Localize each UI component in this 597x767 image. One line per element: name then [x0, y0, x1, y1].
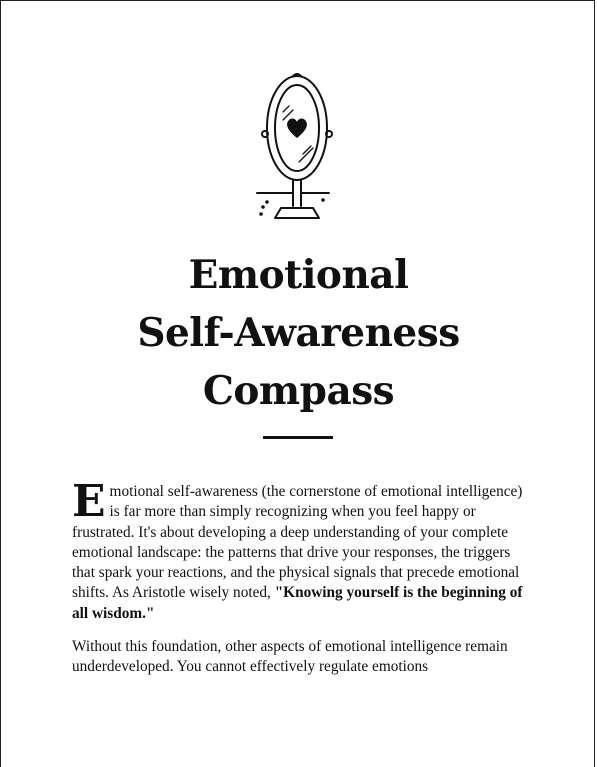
title-line-2: Self-Awareness [137, 310, 460, 356]
body-text [72, 476, 532, 678]
mirror-heart-icon [253, 72, 333, 232]
paragraph-1 [72, 476, 532, 624]
title-line-3: Compass [202, 368, 395, 414]
paragraph-1-text: motional self-awareness (the cornerstone of emotional intelligence) is far more than simply recognizing when you feel happy or frustrated. It's about developing a deep understanding of your complete emotional landscape: the patterns that drive your responses, the triggers that spark your reactions, and the physical signals that precede emotional shifts. As Aristotle wisely noted, [72, 483, 523, 602]
title-divider [263, 436, 333, 439]
page-title [0, 246, 597, 420]
drop-cap: E [72, 476, 106, 527]
title-line-1: Emotional [188, 252, 409, 298]
aristotle-quote: "Knowing yourself is the beginning of all wisdom." [72, 584, 523, 622]
paragraph-2: Without this foundation, other aspects of emotional intelligence remain underdeveloped. You cannot effectively regulate emotions [72, 638, 508, 676]
